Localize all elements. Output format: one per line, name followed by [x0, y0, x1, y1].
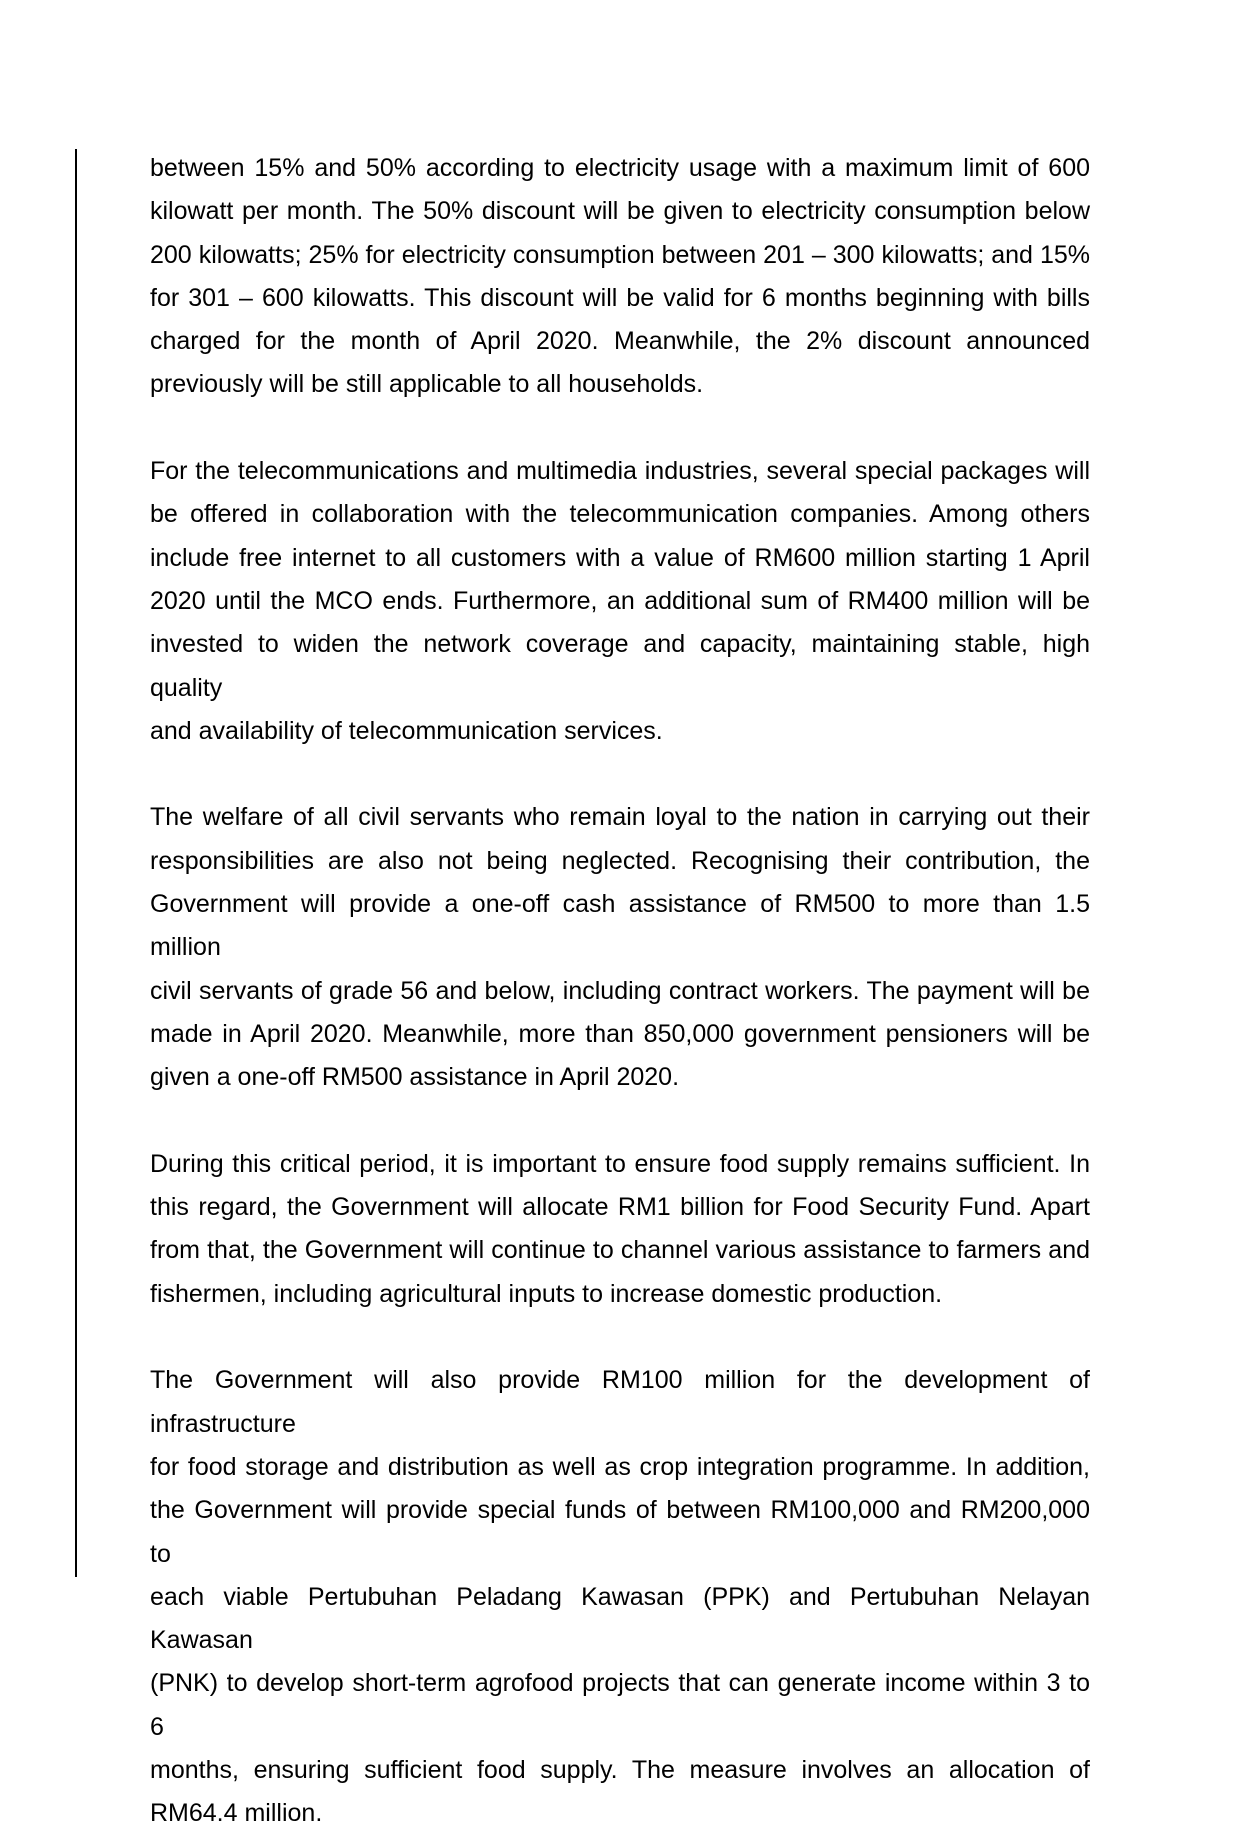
text-line: months, ensuring sufficient food supply. The measure involves an allocation of — [150, 1755, 1090, 1784]
text-line: previously will be still applicable to all households. — [150, 370, 704, 399]
text-line: made in April 2020. Meanwhile, more than 850,000 government pensioners will be — [150, 1019, 1090, 1048]
text-line: responsibilities are also not being neglected. Recognising their contribution, the — [150, 846, 1090, 875]
text-line: kilowatt per month. The 50% discount will be given to electricity consumption below — [150, 197, 1090, 226]
text-line: The Government will also provide RM100 million for the development of infrastructure — [150, 1366, 1090, 1438]
text-line: from that, the Government will continue to channel various assistance to farmers and — [150, 1236, 1090, 1265]
text-line: include free internet to all customers with a value of RM600 million starting 1 April — [150, 543, 1090, 572]
text-line: For the telecommunications and multimedia industries, several special packages will — [150, 457, 1090, 486]
text-line: 2020 until the MCO ends. Furthermore, an additional sum of RM400 million will be — [150, 586, 1090, 615]
text-line: the Government will provide special funds of between RM100,000 and RM200,000 to — [150, 1496, 1090, 1568]
text-line: (PNK) to develop short-term agrofood projects that can generate income within 3 to 6 — [150, 1669, 1090, 1741]
text-line: for food storage and distribution as well as crop integration programme. In addition, — [150, 1452, 1090, 1481]
paragraph — [150, 796, 1090, 1099]
text-line: and availability of telecommunication services. — [150, 716, 663, 745]
paragraph — [150, 1359, 1090, 1835]
revision-change-bar — [75, 149, 77, 1577]
text-line: Government will provide a one-off cash assistance of RM500 to more than 1.5 million — [150, 890, 1090, 962]
text-line: given a one-off RM500 assistance in April 2020. — [150, 1063, 680, 1092]
text-line: The welfare of all civil servants who remain loyal to the nation in carrying out their — [150, 803, 1090, 832]
document-text-block — [150, 147, 1090, 1836]
text-line: charged for the month of April 2020. Meanwhile, the 2% discount announced — [150, 327, 1090, 356]
text-line: between 15% and 50% according to electricity usage with a maximum limit of 600 — [150, 154, 1090, 182]
text-line: be offered in collaboration with the telecommunication companies. Among others — [150, 500, 1090, 529]
paragraph — [150, 147, 1090, 407]
text-line: civil servants of grade 56 and below, including contract workers. The payment will be — [150, 976, 1090, 1005]
text-line: for 301 – 600 kilowatts. This discount will be valid for 6 months beginning with bills — [150, 283, 1090, 312]
text-line: During this critical period, it is important to ensure food supply remains sufficient. In — [150, 1149, 1090, 1178]
paragraph — [150, 1143, 1090, 1316]
text-line: RM64.4 million. — [150, 1799, 323, 1828]
text-line: this regard, the Government will allocate RM1 billion for Food Security Fund. Apart — [150, 1193, 1090, 1222]
text-line: each viable Pertubuhan Peladang Kawasan (PPK) and Pertubuhan Nelayan Kawasan — [150, 1582, 1090, 1655]
text-line: 200 kilowatts; 25% for electricity consumption between 201 – 300 kilowatts; and 15% — [150, 240, 1090, 269]
paragraph — [150, 450, 1090, 753]
text-line: fishermen, including agricultural inputs to increase domestic production. — [150, 1279, 943, 1308]
text-line: invested to widen the network coverage and capacity, maintaining stable, high quality — [150, 630, 1090, 702]
